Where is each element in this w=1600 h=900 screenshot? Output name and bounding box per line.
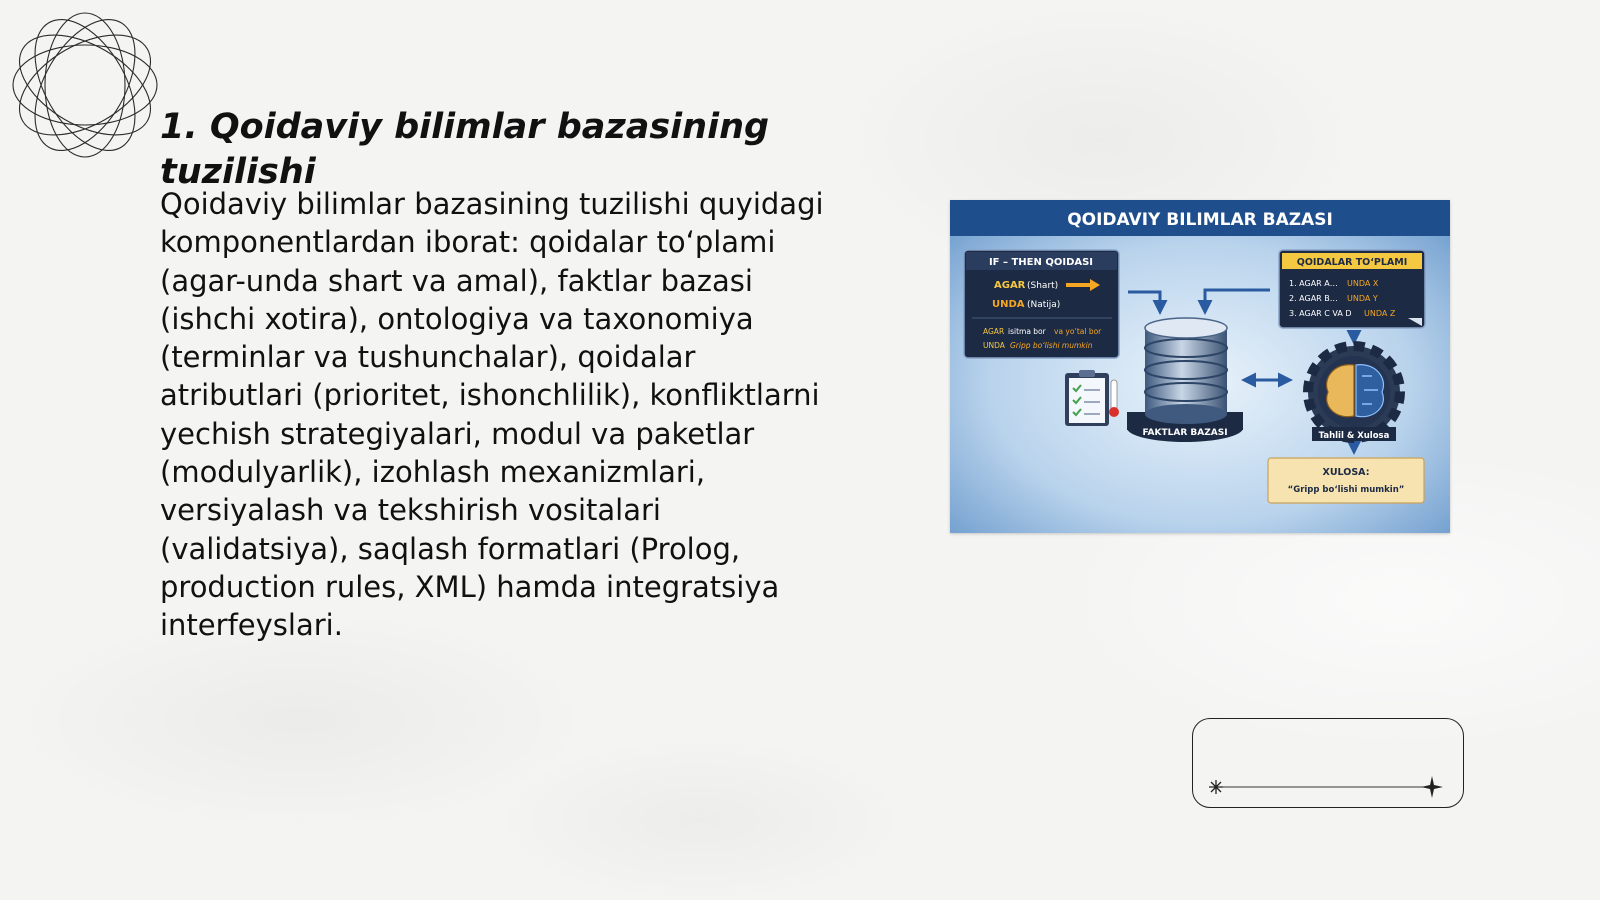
rule-2-result: UNDA Y xyxy=(1347,294,1378,303)
example-unda: UNDA xyxy=(983,341,1005,350)
if-then-agar: AGAR xyxy=(994,280,1026,291)
rules-panel xyxy=(1279,250,1425,328)
rule-3-condition: 3. AGAR C VA D xyxy=(1289,309,1352,318)
example-yotal: va yo‘tal bor xyxy=(1054,327,1102,336)
if-then-unda-natija: (Natija) xyxy=(1027,300,1061,310)
slide-title: 1. Qoidaviy bilimlar bazasining tuzilishi xyxy=(160,107,770,192)
analysis-label: Tahlil & Xulosa xyxy=(1318,431,1390,441)
diagram-header-title: QOIDAVIY BILIMLAR BAZASI xyxy=(1067,210,1333,230)
example-gripp: Gripp bo‘lishi mumkin xyxy=(1010,341,1093,350)
example-agar: AGAR xyxy=(983,327,1005,336)
decorative-star-line xyxy=(1192,718,1464,808)
conclusion-text: “Gripp bo‘lishi mumkin” xyxy=(1287,485,1405,495)
rules-title: QOIDALAR TO‘PLAMI xyxy=(1296,257,1408,268)
example-isitma: isitma bor xyxy=(1008,327,1046,336)
slide-body-text: Qoidaviy bilimlar bazasining tuzilishi quyidagi komponentlardan iborat: qoidalar to‘plami (agar-unda shart va amal), faktlar bazasi (ishchi xotira), ontologiya va taxonomiya (terminlar va tushunchalar), qoidalar atributlari (prioritet, ishonchlilik), konfliktlarni yechish strategiyalari, modul va paketlar (modulyarlik), izohlash mexanizmlari, versiyalash va tekshirish vositalari (validatsiya), saqlash formatlari (Prolog, production rules, XML) hamda integratsiya interfeyslari. xyxy=(160,187,824,643)
rule-1-condition: 1. AGAR A… xyxy=(1289,279,1338,288)
sparkle-star-icon xyxy=(1209,780,1223,794)
knowledge-base-diagram xyxy=(950,200,1450,533)
facts-database-label: FAKTLAR BAZASI xyxy=(1142,428,1228,438)
conclusion-title: XULOSA: xyxy=(1322,467,1370,478)
if-then-panel xyxy=(964,250,1119,358)
if-then-agar-shart: (Shart) xyxy=(1027,281,1059,291)
rule-1-result: UNDA X xyxy=(1347,279,1379,288)
rule-2-condition: 2. AGAR B… xyxy=(1289,294,1338,303)
if-then-title: IF – THEN QOIDASI xyxy=(988,257,1094,268)
if-then-unda: UNDA xyxy=(992,299,1025,310)
rule-3-result: UNDA Z xyxy=(1364,309,1396,318)
spirograph-ornament-icon xyxy=(10,10,160,160)
conclusion-box xyxy=(1268,458,1424,503)
four-point-star-icon xyxy=(1421,776,1443,798)
